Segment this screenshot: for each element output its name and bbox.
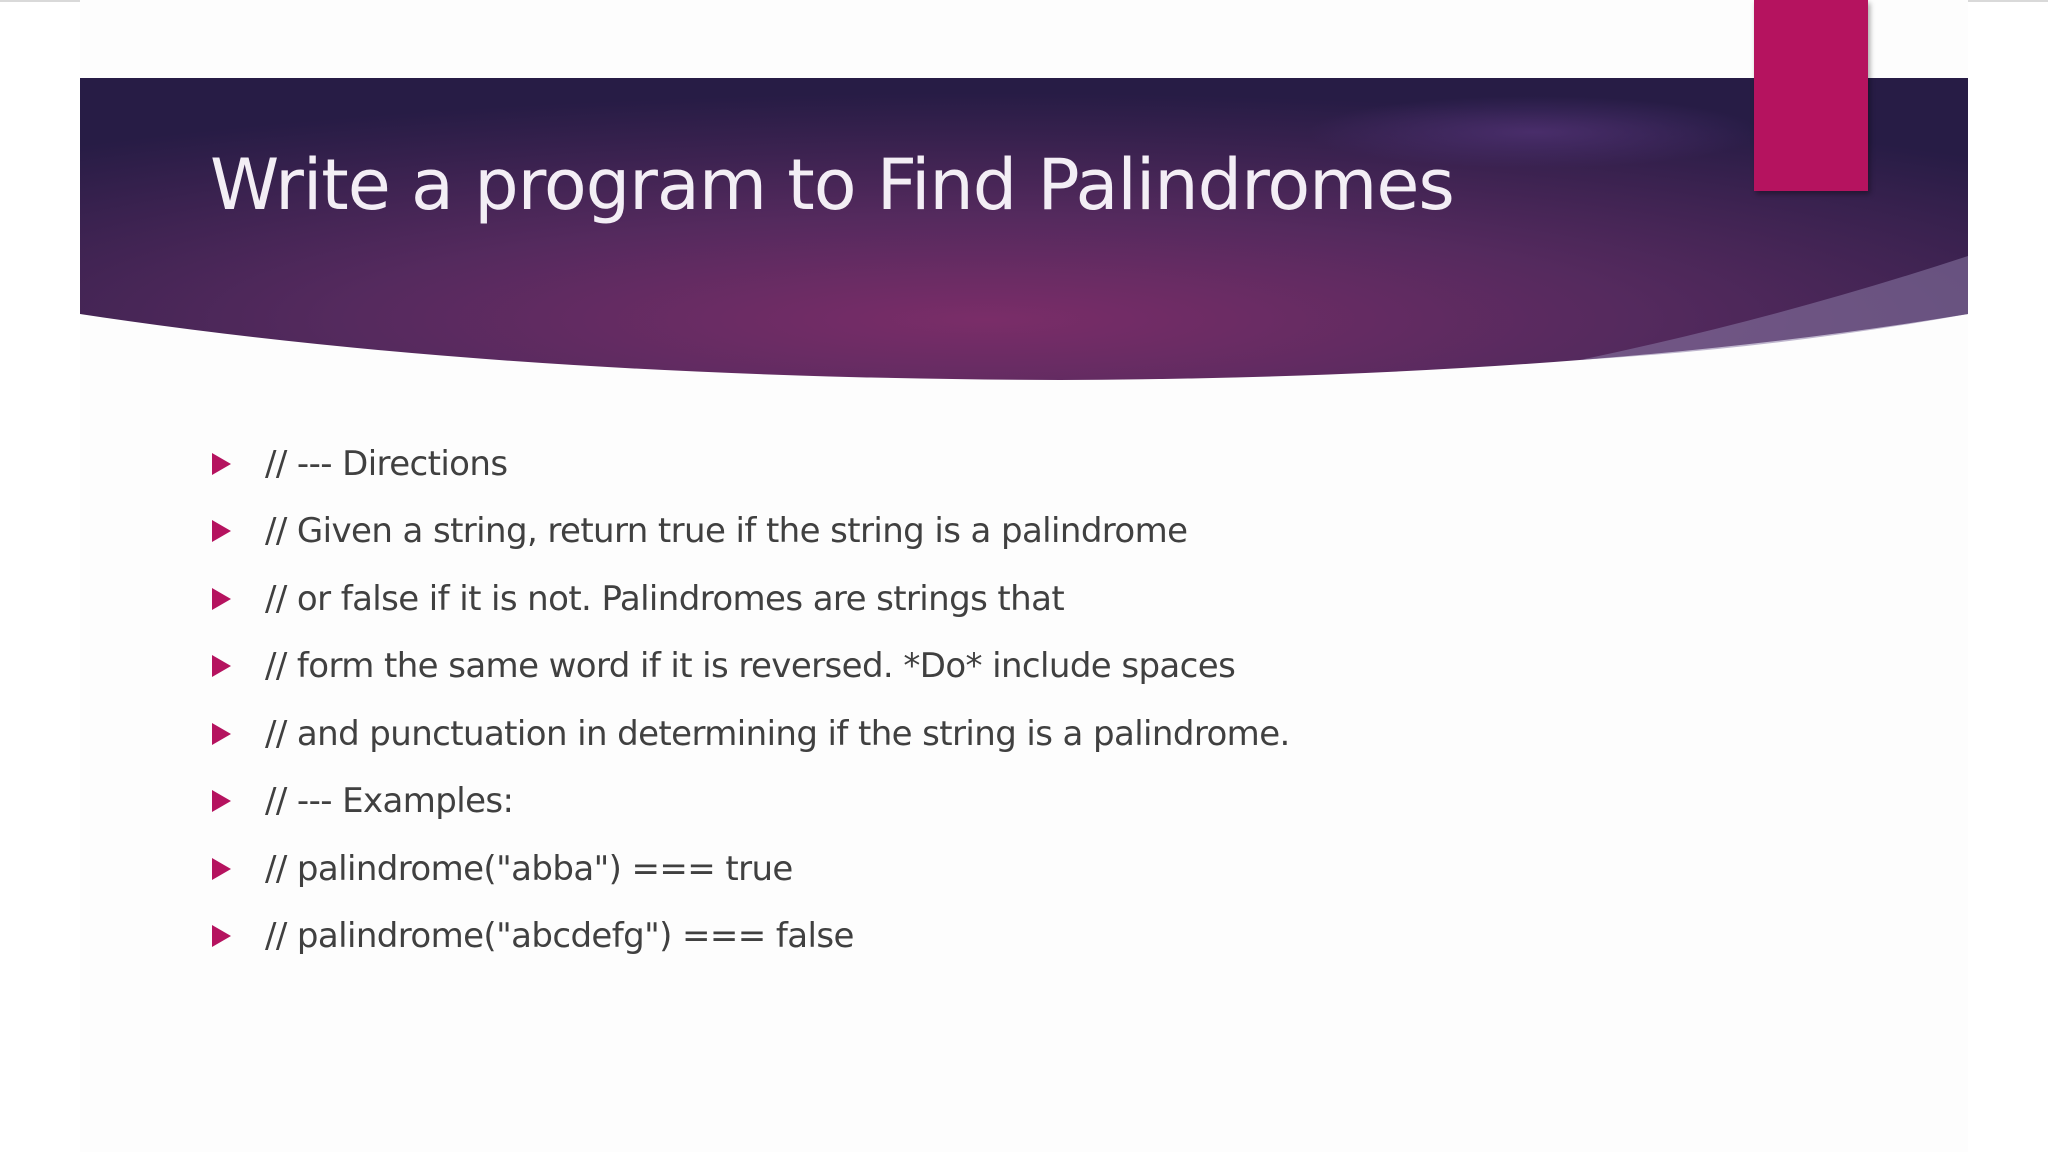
list-item bbox=[210, 700, 1290, 768]
bullet-list bbox=[210, 430, 1290, 970]
bullet-text: // palindrome("abcdefg") === false bbox=[265, 916, 854, 957]
title-banner bbox=[80, 78, 1968, 382]
list-item bbox=[210, 565, 1290, 633]
accent-tab bbox=[1754, 0, 1868, 191]
bullet-text: // Given a string, return true if the string is a palindrome bbox=[265, 511, 1188, 552]
triangle-right-icon bbox=[212, 790, 231, 812]
slide-title: Write a program to Find Palindromes bbox=[210, 144, 1454, 226]
bullet-text: // palindrome("abba") === true bbox=[265, 848, 793, 889]
triangle-right-icon bbox=[212, 453, 231, 475]
triangle-right-icon bbox=[212, 723, 231, 745]
list-item bbox=[210, 498, 1290, 566]
bullet-text: // and punctuation in determining if the string is a palindrome. bbox=[265, 713, 1290, 754]
bullet-text: // form the same word if it is reversed. *Do* include spaces bbox=[265, 646, 1236, 687]
triangle-right-icon bbox=[212, 925, 231, 947]
triangle-right-icon bbox=[212, 858, 231, 880]
bullet-text: // --- Directions bbox=[265, 443, 508, 484]
triangle-right-icon bbox=[212, 588, 231, 610]
bullet-text: // --- Examples: bbox=[265, 781, 514, 822]
triangle-right-icon bbox=[212, 520, 231, 542]
list-item bbox=[210, 903, 1290, 971]
list-item bbox=[210, 768, 1290, 836]
list-item bbox=[210, 835, 1290, 903]
list-item bbox=[210, 430, 1290, 498]
triangle-right-icon bbox=[212, 655, 231, 677]
bullet-text: // or false if it is not. Palindromes are strings that bbox=[265, 578, 1065, 619]
list-item bbox=[210, 633, 1290, 701]
